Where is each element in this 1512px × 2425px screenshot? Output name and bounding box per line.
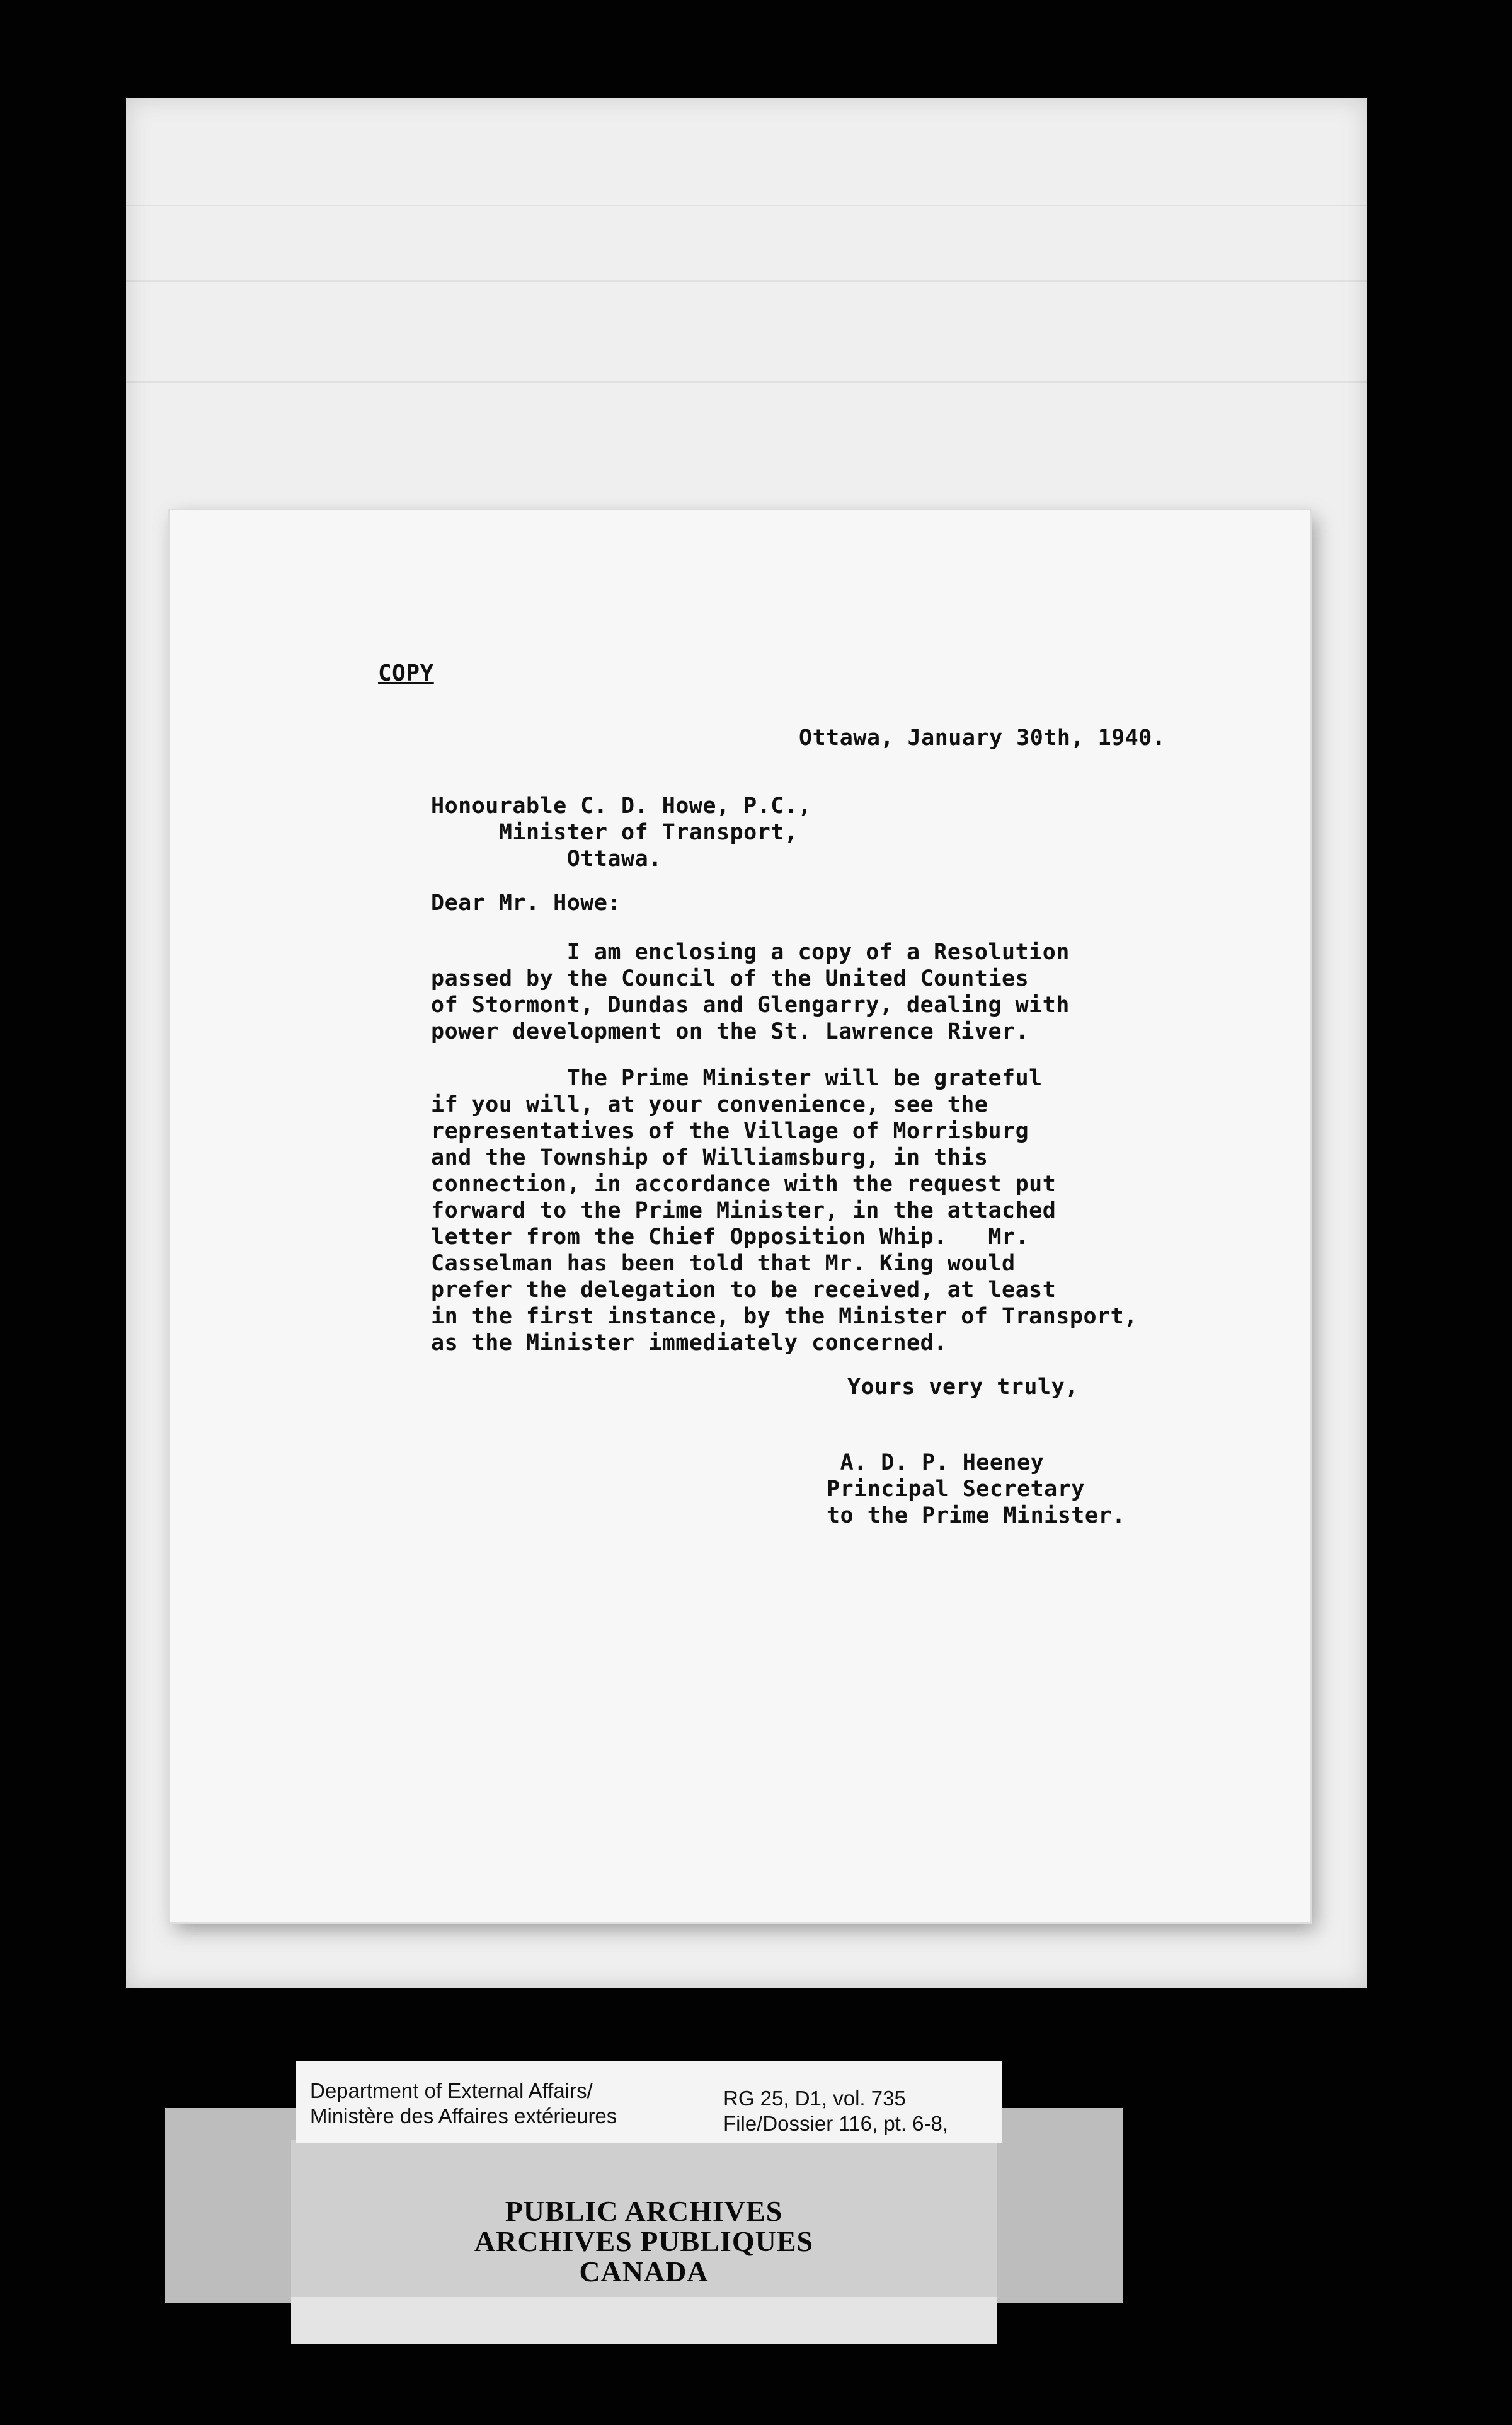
paragraph-2-line: forward to the Prime Minister, in the attached [431, 1198, 1057, 1223]
department-fr: Ministère des Affaires extérieures [310, 2104, 617, 2128]
paragraph-2-line: if you will, at your convenience, see the [431, 1092, 988, 1117]
salutation: Dear Mr. Howe: [431, 890, 622, 916]
paragraph-2-line: letter from the Chief Opposition Whip. Mr. [431, 1224, 1029, 1250]
paragraph-2-line: as the Minister immediately concerned. [431, 1330, 948, 1356]
paragraph-2-line: The Prime Minister will be grateful [431, 1066, 1043, 1091]
fold-line [126, 205, 1367, 206]
stamp-panel-bottom [291, 2297, 997, 2344]
copy-mark: COPY [378, 660, 434, 686]
archive-reference-label [296, 2061, 1002, 2143]
archive-stamp-line: PUBLIC ARCHIVES [505, 2195, 783, 2227]
fold-line [126, 381, 1367, 383]
department-en: Department of External Affairs/ [310, 2079, 593, 2102]
signature-line: to the Prime Minister. [827, 1503, 1126, 1528]
letter-page [170, 510, 1310, 1922]
letter-date: Ottawa, January 30th, 1940. [799, 725, 1166, 751]
signature-line: A. D. P. Heeney [827, 1450, 1045, 1475]
paragraph-2-line: representatives of the Village of Morrisburg [431, 1119, 1029, 1144]
paragraph-2-line: Casselman has been told that Mr. King would [431, 1251, 1016, 1276]
paragraph-1-line: of Stormont, Dundas and Glengarry, dealing with [431, 993, 1070, 1018]
archive-stamp-line: ARCHIVES PUBLIQUES [474, 2225, 814, 2257]
paragraph-1-line: passed by the Council of the United Counties [431, 966, 1029, 991]
paragraph-2-line: prefer the delegation to be received, at least [431, 1277, 1057, 1303]
paragraph-1-line: power development on the St. Lawrence River. [431, 1019, 1029, 1044]
address-line: Minister of Transport, [431, 820, 798, 845]
paragraph-1-line: I am enclosing a copy of a Resolution [431, 940, 1070, 965]
address-line: Honourable C. D. Howe, P.C., [431, 793, 812, 819]
signature-line: Principal Secretary [827, 1477, 1085, 1502]
address-line: Ottawa. [431, 846, 662, 872]
closing: Yours very truly, [847, 1374, 1079, 1400]
reference-volume: RG 25, D1, vol. 735 [723, 2087, 906, 2110]
paragraph-2-line: in the first instance, by the Minister of Transport, [431, 1304, 1138, 1329]
fold-line [126, 280, 1367, 282]
paragraph-2-line: connection, in accordance with the request put [431, 1172, 1057, 1197]
archive-stamp-line: CANADA [579, 2255, 709, 2288]
paragraph-2-line: and the Township of Williamsburg, in this [431, 1145, 988, 1170]
reference-file: File/Dossier 116, pt. 6-8, [723, 2112, 949, 2135]
